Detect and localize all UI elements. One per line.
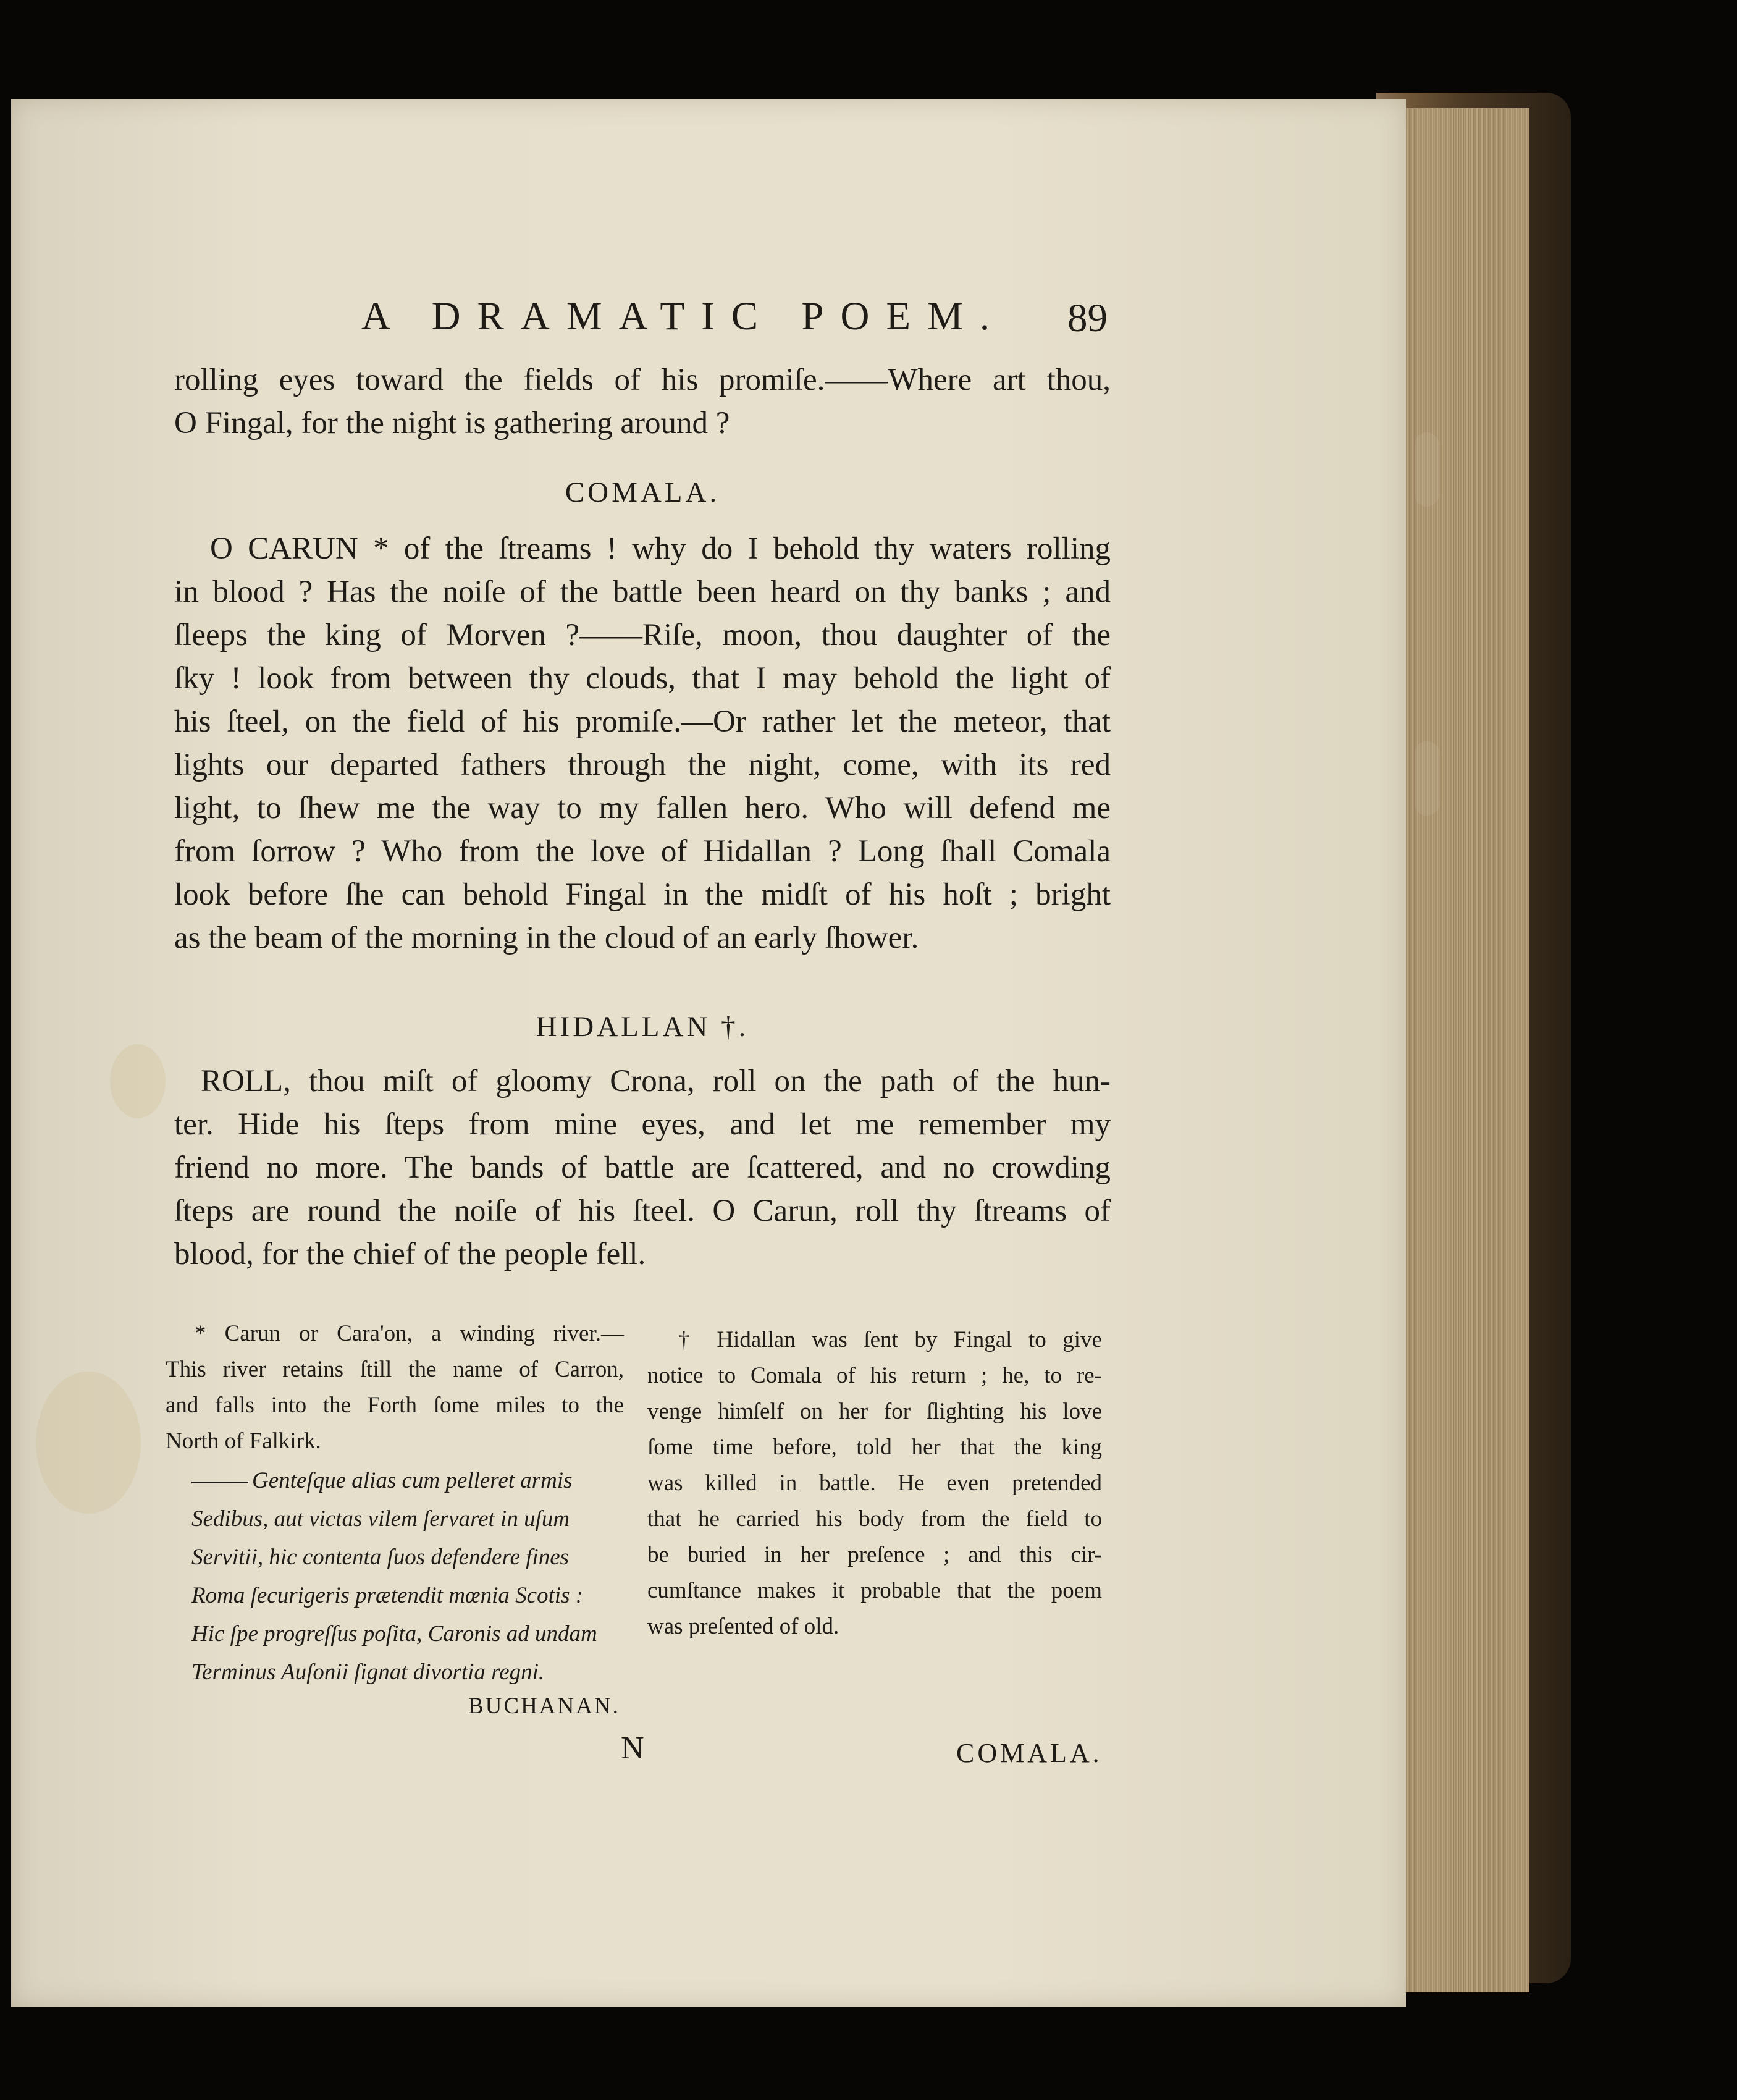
page-number: 89	[1067, 296, 1108, 340]
body-line: O CARUN * of the ſtreams ! why do I behold thy waters rolling	[210, 531, 1111, 566]
foxing-stain	[36, 1372, 141, 1514]
body-line: ter. Hide his ſteps from mine eyes, and let me remember my	[174, 1107, 1111, 1142]
footnote-line: was killed in battle. He even pretended	[647, 1470, 1102, 1496]
footnote-quote-line: Terminus Auſonii ſignat divortia regni.	[191, 1659, 545, 1685]
body-line: O Fingal, for the night is gathering around ?	[174, 406, 730, 441]
body-line: ſteps are round the noiſe of his ſteel. O Carun, roll thy ſtreams of	[174, 1194, 1111, 1228]
body-line: from ſorrow ? Who from the love of Hidallan ? Long ſhall Comala	[174, 834, 1111, 869]
footnote-line: be buried in her preſence ; and this cir-	[647, 1542, 1102, 1567]
signature-mark: N	[621, 1731, 644, 1766]
footnote-quote-line	[191, 1463, 624, 1499]
body-line: friend no more. The bands of battle are ſcattered, and no crowding	[174, 1150, 1111, 1185]
footnote-line: venge himſelf on her for ſlighting his love	[647, 1399, 1102, 1424]
footnote-line: was preſented of old.	[647, 1614, 839, 1639]
body-line: ſky ! look from between thy clouds, that I may behold the light of	[174, 661, 1111, 696]
quote-attribution: BUCHANAN.	[468, 1693, 620, 1719]
cover-wear-mark	[1415, 741, 1439, 816]
footnote-line: cumſtance makes it probable that the poem	[647, 1578, 1102, 1603]
body-line: ROLL, thou miſt of gloomy Crona, roll on the path of the hun-	[201, 1064, 1111, 1098]
page-edges	[1397, 108, 1529, 1992]
body-line: his ſteel, on the field of his promiſe.—Or rather let the meteor, that	[174, 704, 1111, 739]
footnote-quote-line: Sedibus, aut victas vilem ſervaret in uſum	[191, 1506, 570, 1532]
quote-text: Genteſque alias cum pelleret armis	[252, 1468, 573, 1493]
footnote-line: North of Falkirk.	[166, 1428, 321, 1454]
speaker-heading: HIDALLAN †.	[536, 1011, 749, 1043]
footnote-line: that he carried his body from the field to	[647, 1506, 1102, 1532]
body-line: ſleeps the king of Morven ?——Riſe, moon, thou daughter of the	[174, 618, 1111, 652]
cover-wear-mark	[1415, 432, 1439, 507]
footnote-line: ſome time before, told her that the king	[647, 1435, 1102, 1460]
speaker-heading: COMALA.	[565, 476, 720, 508]
running-head: A DRAMATIC POEM.	[361, 294, 1007, 339]
foxing-stain	[110, 1044, 166, 1118]
body-line: as the beam of the morning in the cloud of an early ſhower.	[174, 921, 919, 955]
footnote-line: * Carun or Cara'on, a winding river.—	[195, 1321, 624, 1346]
body-line: rolling eyes toward the fields of his promiſe.——Where art thou,	[174, 363, 1111, 397]
body-line: in blood ? Has the noiſe of the battle been heard on thy banks ; and	[174, 575, 1111, 609]
body-line: lights our departed fathers through the night, come, with its red	[174, 748, 1111, 782]
footnote-line: † Hidallan was ſent by Fingal to give	[678, 1327, 1102, 1352]
catchword: COMALA.	[956, 1738, 1103, 1768]
footnote-line: This river retains ſtill the name of Carron,	[166, 1357, 624, 1382]
body-line: light, to ſhew me the way to my fallen hero. Who will defend me	[174, 791, 1111, 825]
dash-rule	[191, 1482, 248, 1483]
footnote-quote-line: Hic ſpe progreſſus poſita, Caronis ad undam	[191, 1621, 597, 1647]
footnote-quote-line: Servitii, hic contenta ſuos defendere fines	[191, 1545, 570, 1570]
body-line: blood, for the chief of the people fell.	[174, 1237, 646, 1271]
footnote-line: and falls into the Forth ſome miles to the	[166, 1393, 624, 1418]
body-line: look before ſhe can behold Fingal in the midſt of his hoſt ; bright	[174, 877, 1111, 912]
footnote-line: notice to Comala of his return ; he, to re-	[647, 1363, 1102, 1388]
footnote-quote-line: Roma ſecurigeris prætendit mœnia Scotis :	[191, 1583, 584, 1608]
